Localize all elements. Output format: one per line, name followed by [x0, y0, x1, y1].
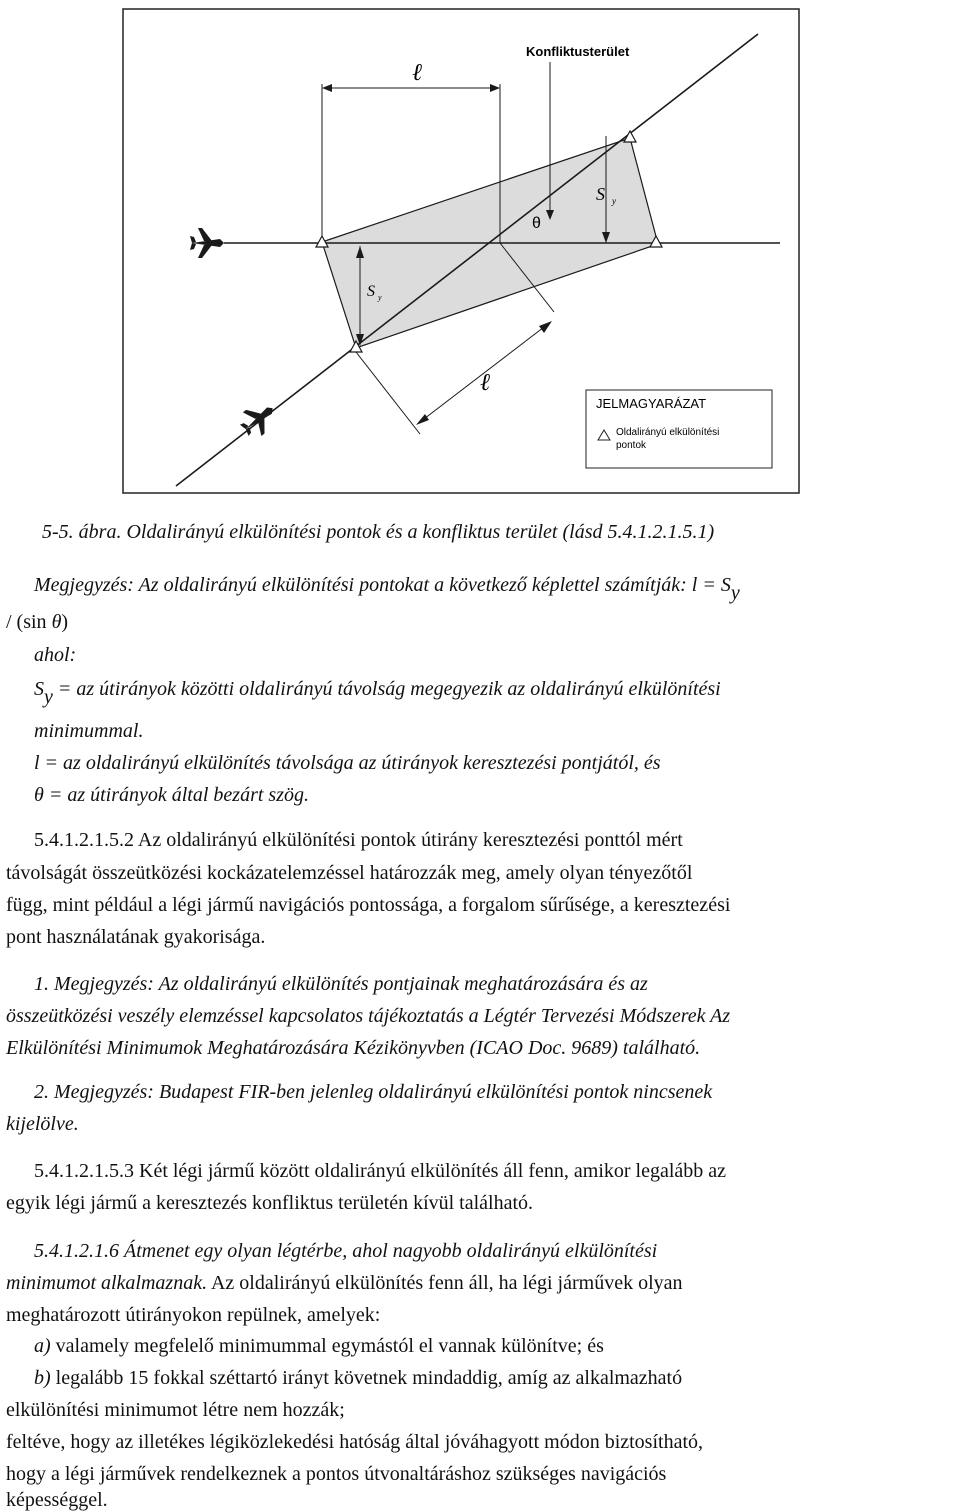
para-5156-tail: feltéve, hogy az illetékes légiközlekedési hatóság által jóváhagyott módon biztosítható, — [6, 1431, 704, 1453]
sy-label-left: S — [367, 283, 375, 300]
para-5152-line: 5.4.1.2.1.5.2 Az oldalirányú elkülönítési pontok útirány keresztezési ponttól mért — [34, 829, 683, 851]
para-5153-line: egyik légi jármű a keresztezés konfliktus területén kívül található. — [6, 1192, 534, 1214]
list-text-b: legalább 15 fokkal széttartó irányt követnek mindaddig, amíg az alkalmazható — [50, 1367, 683, 1389]
definition-sy-cont: minimummal. — [34, 720, 144, 742]
para-5152-line: függ, mint például a légi jármű navigációs pontossága, a forgalom sűrűsége, a keresztezési — [6, 894, 731, 916]
arrow-right-icon — [490, 84, 500, 92]
legend-item-line1: Oldalirányú elkülönítési — [616, 427, 720, 438]
definitions-ahol: ahol: — [34, 644, 77, 666]
formula-paren: ) — [61, 611, 69, 633]
para-5156-tail: képességgel. — [6, 1489, 108, 1511]
theta-label: θ — [532, 215, 541, 232]
aircraft-horizontal-icon — [190, 228, 224, 258]
figure-caption: 5-5. ábra. Oldalirányú elkülönítési pontok és a konfliktus terület (lásd 5.4.1.2.1.5.1) — [42, 521, 715, 543]
formula-sin: / (sin — [6, 611, 52, 633]
arrow-left-icon — [322, 84, 332, 92]
note1-line: összeütközési veszély elemzéssel kapcsolatos tájékoztatás a Légtér Tervezési Módszerek Az — [6, 1005, 731, 1027]
definition-theta: θ = az útirányok által bezárt szög. — [34, 784, 309, 806]
sy-label-left-sub: y — [378, 293, 382, 302]
note-formula-sub: y — [730, 582, 740, 604]
l-label-top: ℓ — [412, 60, 422, 86]
note1-line: 1. Megjegyzés: Az oldalirányú elkülönítés pontjainak meghatározására és az — [34, 973, 648, 995]
formula-theta: θ — [51, 611, 62, 633]
para-5152-line: távolságát összeütközési kockázatelemzéssel határozzák meg, amely olyan tényezőtől — [6, 862, 693, 884]
list-item-a — [34, 1334, 604, 1358]
note-formula-line2 — [6, 610, 68, 634]
legend-title: JELMAGYARÁZAT — [596, 396, 707, 411]
sy-label-right-sub: y — [612, 196, 616, 206]
sy-label-right: S — [596, 184, 605, 204]
para-5156-rest: Az oldalirányú elkülönítés fenn áll, ha légi járművek olyan — [207, 1272, 683, 1294]
arrow-left-icon — [416, 414, 429, 425]
note-formula-text: Megjegyzés: Az oldalirányú elkülönítési pontokat a következő képlettel számítják: l = S — [34, 574, 731, 596]
para-5156-tail: hogy a légi járművek rendelkeznek a pontos útvonaltáráshoz szükséges navigációs — [6, 1463, 667, 1485]
l-extension-lower — [356, 352, 420, 434]
arrow-right-icon — [539, 321, 552, 333]
conflict-area-label: Konfliktusterület — [526, 44, 630, 59]
para-5152-line: pont használatának gyakorisága. — [6, 926, 266, 948]
para-5156-line1: 5.4.1.2.1.6 Átmenet egy olyan légtérbe, ahol nagyobb oldalirányú elkülönítési — [34, 1240, 658, 1262]
figure — [120, 6, 802, 496]
sy-text: = az útirányok közötti oldalirányú távolság megegyezik az oldalirányú elkülönítési — [52, 678, 721, 700]
note-formula — [34, 573, 740, 604]
definition-l: l = az oldalirányú elkülönítés távolsága az útirányok keresztezési pontjától, és — [34, 752, 661, 774]
para-5153-line: 5.4.1.2.1.5.3 Két légi jármű között oldalirányú elkülönítés áll fenn, amikor legalább az — [34, 1160, 727, 1182]
list-label-b: b) — [34, 1367, 51, 1389]
note1-line: Elkülönítési Minimumok Meghatározására Kézikönyvben (ICAO Doc. 9689) található. — [6, 1037, 701, 1059]
sy-sub: y — [44, 686, 53, 708]
note2-line: kijelölve. — [6, 1113, 79, 1135]
l-label-lower: ℓ — [480, 370, 490, 396]
list-text-a: valamely megfelelő minimummal egymástól el vannak különítve; és — [50, 1335, 604, 1357]
legend-item-line2: pontok — [616, 440, 647, 451]
list-item-b-cont: elkülönítési minimumot létre nem hozzák; — [6, 1399, 345, 1421]
list-item-b — [34, 1366, 682, 1390]
para-5156-line2 — [6, 1271, 683, 1295]
sy-main: S — [34, 678, 44, 700]
list-label-a: a) — [34, 1335, 51, 1357]
para-5156-line3: meghatározott útirányokon repülnek, amelyek: — [6, 1304, 381, 1326]
conflict-diagram — [120, 6, 802, 496]
note2-line: 2. Megjegyzés: Budapest FIR-ben jelenleg oldalirányú elkülönítési pontok nincsenek — [34, 1081, 713, 1103]
definition-sy — [34, 677, 721, 708]
para-5156-italic: minimumot alkalmaznak. — [6, 1272, 208, 1294]
